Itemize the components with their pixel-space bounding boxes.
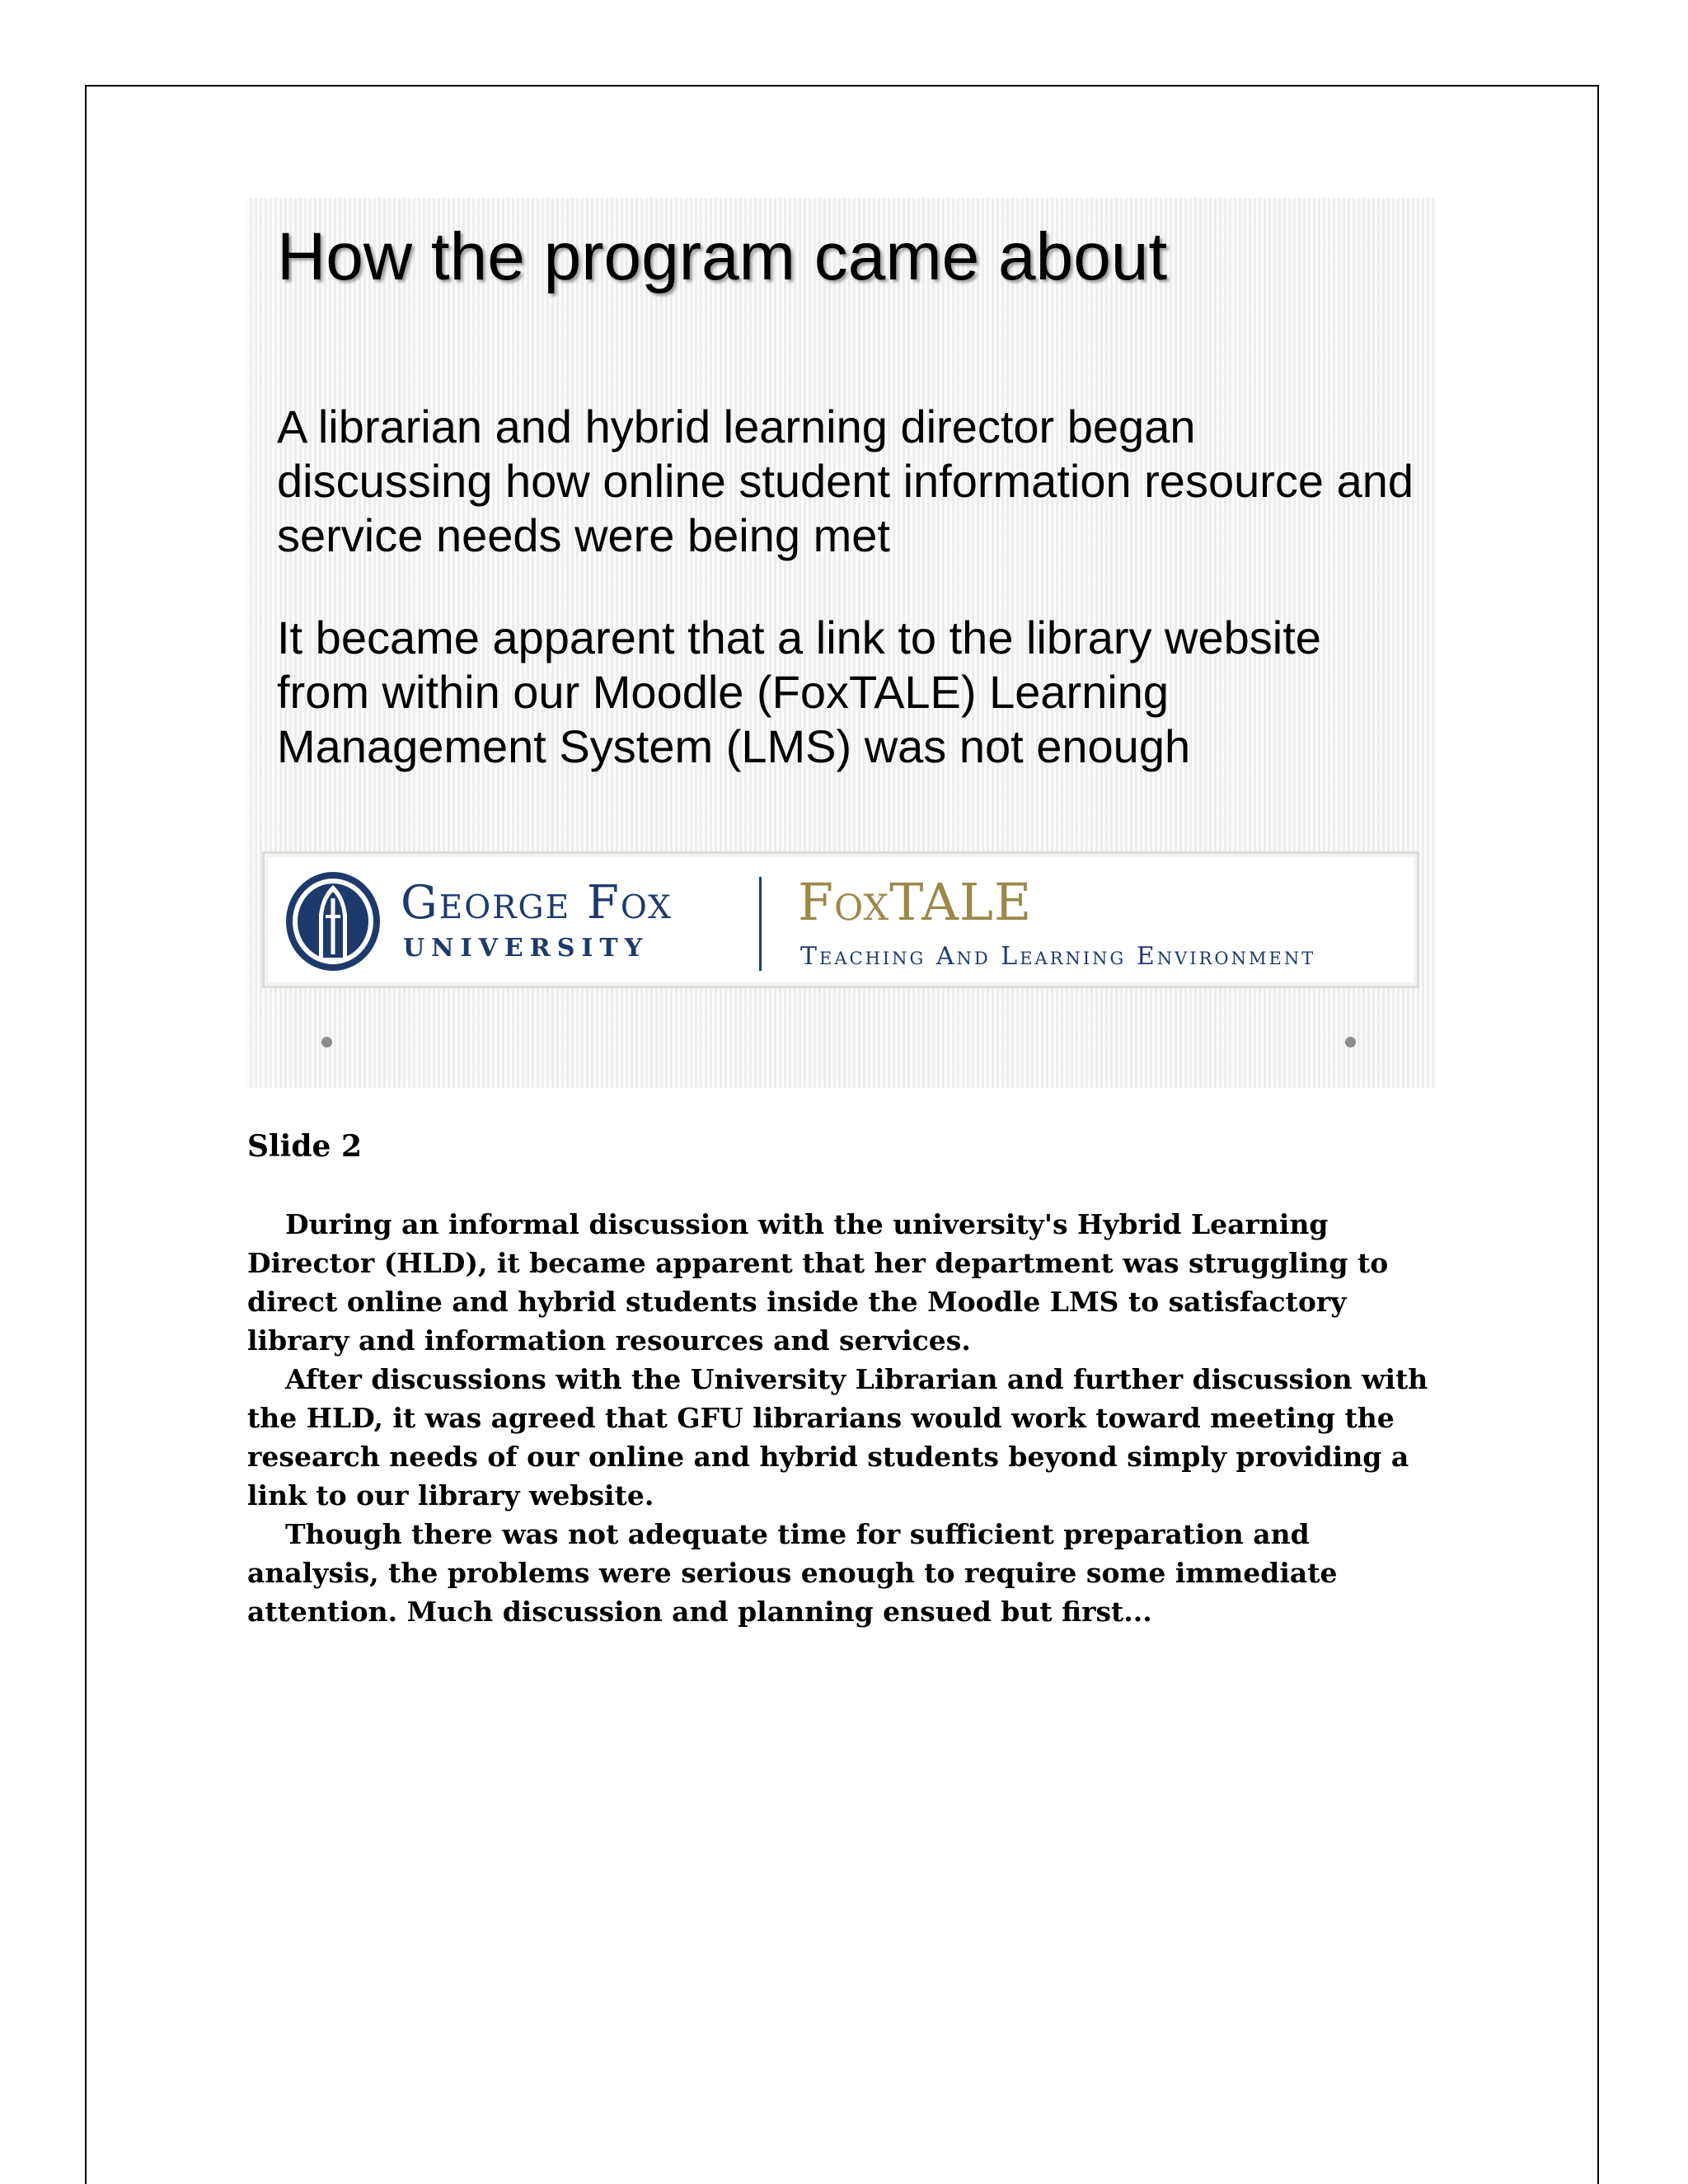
foxtale-name: FoxTALE — [798, 872, 1033, 932]
slide-dot-right — [1345, 1037, 1356, 1047]
notes-slide-label: Slide 2 — [247, 1129, 363, 1164]
university-subtitle: UNIVERSITY — [403, 934, 649, 963]
george-fox-foxtale-banner — [262, 851, 1419, 988]
university-seal-icon — [283, 869, 383, 974]
slide-paragraph: It became apparent that a link to the library website from within our Moodle (FoxTALE) Learning Management System (LMS) was not enough — [277, 612, 1321, 772]
slide-body — [277, 400, 1414, 822]
speaker-notes — [247, 1205, 1442, 1631]
university-name: George Fox — [401, 876, 673, 930]
slide-paragraph: A librarian and hybrid learning director began discussing how online student information resource and service needs were being met — [277, 401, 1414, 561]
banner-divider — [759, 877, 762, 971]
notes-paragraph: After discussions with the University Librarian and further discussion with the HLD, it was agreed that GFU librarians would work toward meeting the research needs of our online and hybrid students beyond simply providing a link to our library website. — [247, 1363, 1428, 1511]
foxtale-subtitle: Teaching And Learning Environment — [800, 942, 1316, 971]
slide-dot-left — [321, 1037, 332, 1047]
notes-paragraph: Though there was not adequate time for sufficient preparation and analysis, the problems were serious enough to require some immediate attention. Much discussion and planning ensued but first... — [247, 1518, 1338, 1628]
notes-paragraph: During an informal discussion with the university's Hybrid Learning Director (HLD), it became apparent that her department was struggling to direct online and hybrid students inside the Moodle LMS to satisfactory library and information resources and services. — [247, 1208, 1389, 1357]
slide-image — [247, 198, 1436, 1088]
slide-title: How the program came about — [277, 219, 1168, 294]
